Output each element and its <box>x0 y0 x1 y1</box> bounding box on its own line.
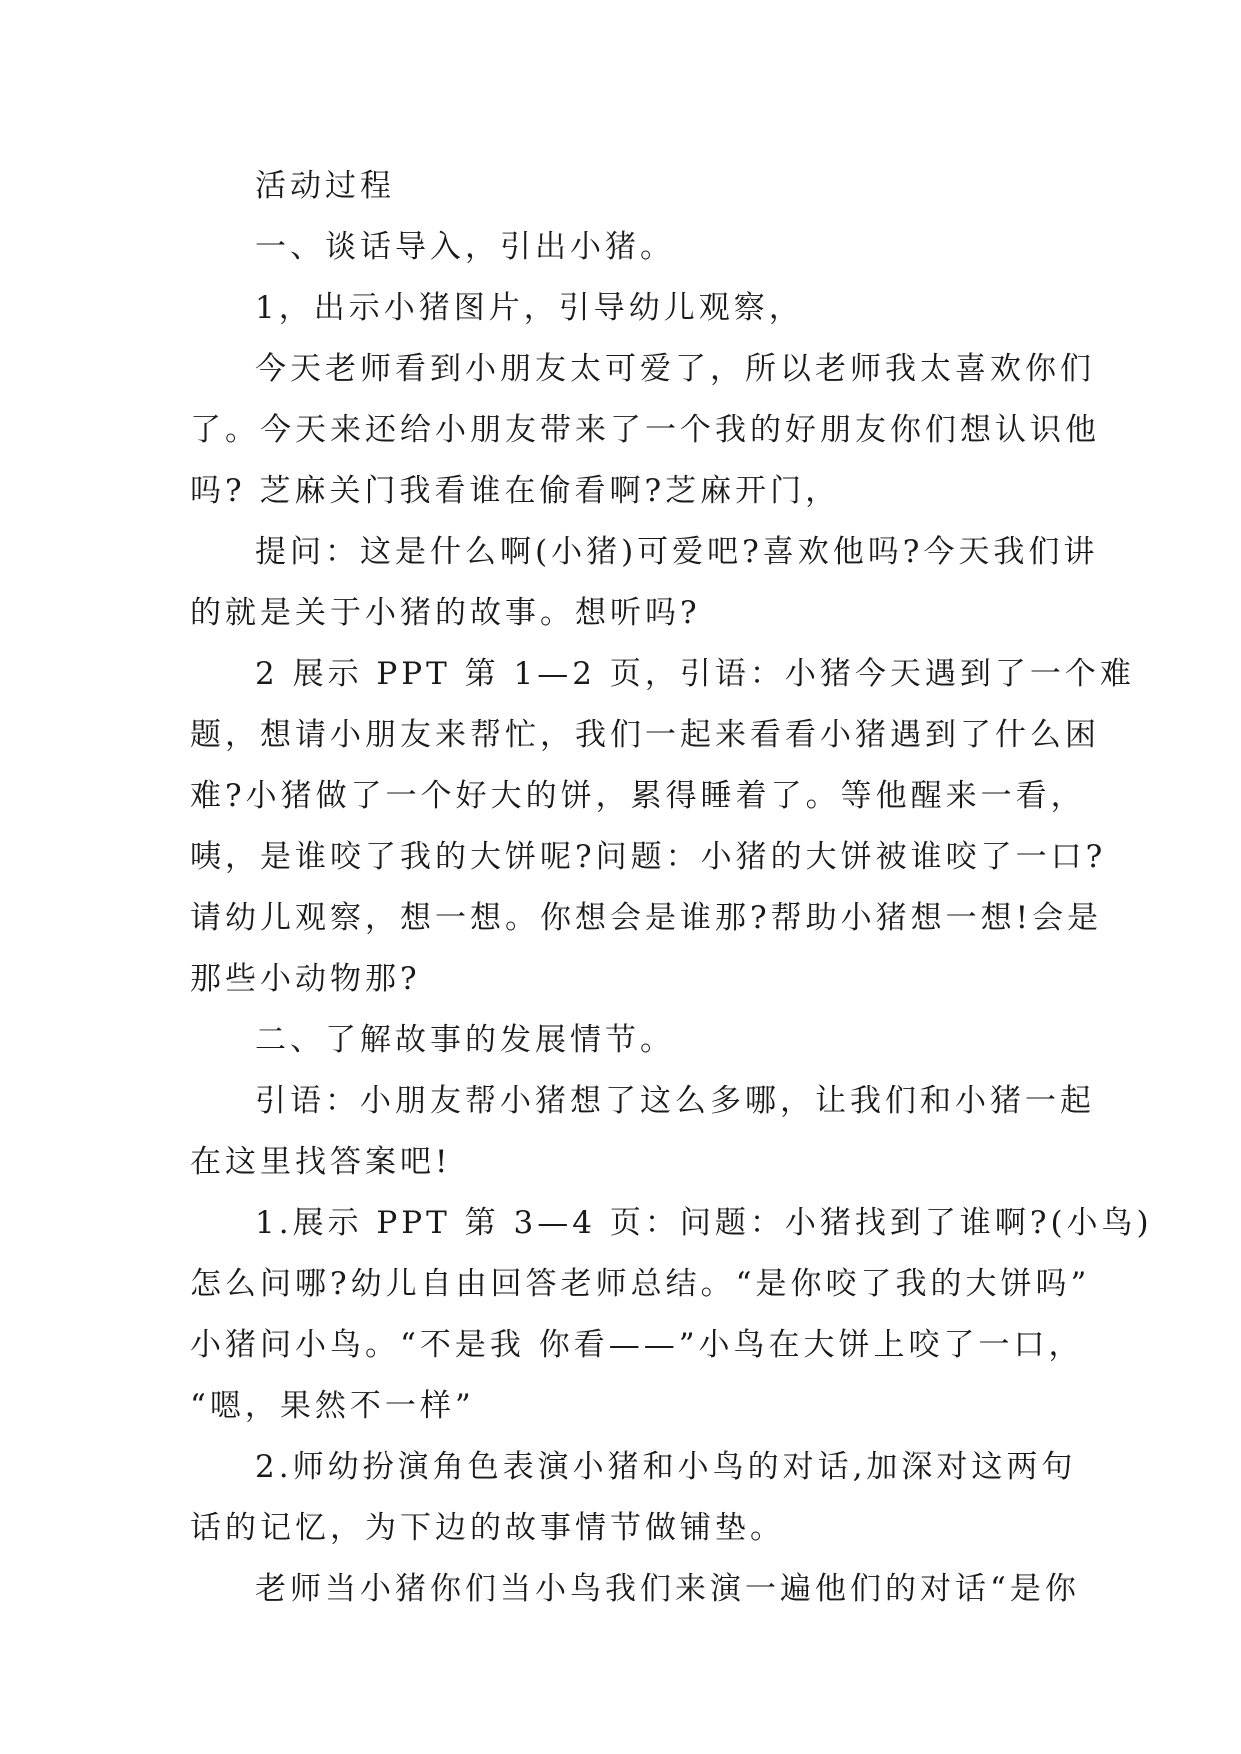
paragraph-line: 题，想请小朋友来帮忙，我们一起来看看小猪遇到了什么困 <box>190 717 1100 753</box>
paragraph-line: 2 展示 PPT 第 1—2 页，引语：小猪今天遇到了一个难 <box>255 656 1135 692</box>
paragraph-line: 请幼儿观察，想一想。你想会是谁那?帮助小猪想一想!会是 <box>190 900 1103 936</box>
paragraph-line: 提问：这是什么啊(小猪)可爱吧?喜欢他吗?今天我们讲 <box>255 534 1099 570</box>
paragraph-line: 2.师幼扮演角色表演小猪和小鸟的对话,加深对这两句 <box>255 1449 1077 1485</box>
section-heading: 活动过程 <box>255 168 395 204</box>
paragraph-line: 老师当小猪你们当小鸟我们来演一遍他们的对话“是你 <box>255 1571 1080 1607</box>
paragraph-line: 咦，是谁咬了我的大饼呢?问题：小猪的大饼被谁咬了一口? <box>190 839 1107 875</box>
paragraph-line: 话的记忆，为下边的故事情节做铺垫。 <box>190 1510 785 1546</box>
paragraph-line: 吗? 芝麻关门我看谁在偷看啊?芝麻开门， <box>190 473 841 509</box>
document-body <box>190 156 1153 1620</box>
section-title: 一、谈话导入，引出小猪。 <box>255 229 675 265</box>
section-title: 二、了解故事的发展情节。 <box>255 1022 675 1058</box>
paragraph-line: 小猪问小鸟。“不是我 你看——”小鸟在大饼上咬了一口， <box>190 1327 1084 1363</box>
paragraph-line: 引语：小朋友帮小猪想了这么多哪，让我们和小猪一起 <box>255 1083 1095 1119</box>
paragraph-line: 1，出示小猪图片，引导幼儿观察， <box>255 290 804 326</box>
paragraph-line: 的就是关于小猪的故事。想听吗? <box>190 595 701 631</box>
paragraph-line: 那些小动物那? <box>190 961 421 997</box>
paragraph-line: 在这里找答案吧! <box>190 1144 452 1180</box>
paragraph-line: 了。今天来还给小朋友带来了一个我的好朋友你们想认识他 <box>190 412 1100 448</box>
paragraph-line: 今天老师看到小朋友太可爱了，所以老师我太喜欢你们 <box>255 351 1095 387</box>
paragraph-line: 怎么问哪?幼儿自由回答老师总结。“是你咬了我的大饼吗” <box>190 1266 1091 1302</box>
paragraph-line: 难?小猪做了一个好大的饼，累得睡着了。等他醒来一看， <box>190 778 1086 814</box>
paragraph-line: 1.展示 PPT 第 3—4 页：问题：小猪找到了谁啊?(小鸟) <box>255 1205 1153 1241</box>
paragraph-line: “嗯，果然不一样” <box>190 1388 475 1424</box>
